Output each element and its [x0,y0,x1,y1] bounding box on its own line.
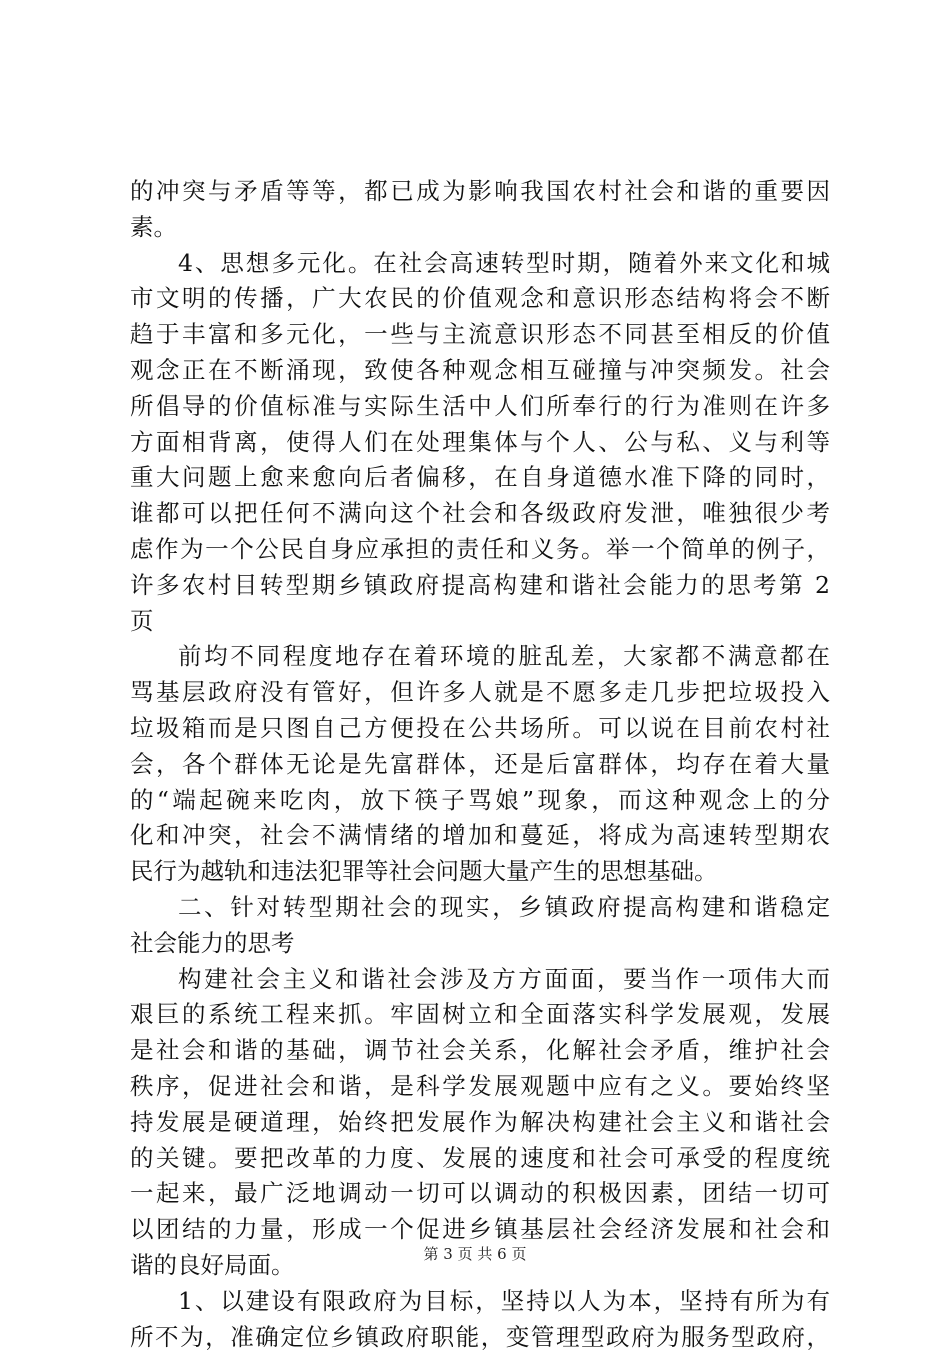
text-line: 谐的良好局面。 [130,1248,830,1284]
text-line: 民行为越轨和违法犯罪等社会问题大量产生的思想基础。 [130,854,830,890]
text-line: 艰巨的系统工程来抓。牢固树立和全面落实科学发展观，发展 [130,997,830,1033]
text-line: 骂基层政府没有管好，但许多人就是不愿多走几步把垃圾投入 [130,675,830,711]
text-line: 的关键。要把改革的力度、发展的速度和社会可承受的程度统 [130,1141,830,1177]
text-line: 许多农村目转型期乡镇政府提高构建和谐社会能力的思考第 2 [130,568,830,604]
text-line: 的“端起碗来吃肉，放下筷子骂娘”现象，而这种观念上的分 [130,783,830,819]
text-line: 化和冲突，社会不满情绪的增加和蔓延，将成为高速转型期农 [130,818,830,854]
text-line: 一起来，最广泛地调动一切可以调动的积极因素，团结一切可 [130,1176,830,1212]
text-line: 持发展是硬道理，始终把发展作为解决构建社会主义和谐社会 [130,1105,830,1141]
text-line: 市文明的传播，广大农民的价值观念和意识形态结构将会不断 [130,281,830,317]
text-line: 方面相背离，使得人们在处理集体与个人、公与私、义与利等 [130,425,830,461]
text-line: 前均不同程度地存在着环境的脏乱差，大家都不满意都在 [130,639,830,675]
text-line: 重大问题上愈来愈向后者偏移，在自身道德水准下降的同时， [130,460,830,496]
text-line: 秩序，促进社会和谐，是科学发展观题中应有之义。要始终坚 [130,1069,830,1105]
text-line: 页 [130,604,830,640]
text-line: 1、以建设有限政府为目标，坚持以人为本，坚持有所为有 [130,1284,830,1320]
text-line: 所不为，准确定位乡镇政府职能，变管理型政府为服务型政府， [130,1320,830,1355]
section-heading-line: 二、针对转型期社会的现实，乡镇政府提高构建和谐稳定 [130,890,830,926]
text-line: 观念正在不断涌现，致使各种观念相互碰撞与冲突频发。社会 [130,353,830,389]
text-line: 素。 [130,210,830,246]
text-line: 会，各个群体无论是先富群体，还是后富群体，均存在着大量 [130,747,830,783]
document-body [130,174,830,1355]
text-line: 构建社会主义和谐社会涉及方方面面，要当作一项伟大而 [130,962,830,998]
text-line: 虑作为一个公民自身应承担的责任和义务。举一个简单的例子， [130,532,830,568]
text-line: 谁都可以把任何不满向这个社会和各级政府发泄，唯独很少考 [130,496,830,532]
section-heading-line: 社会能力的思考 [130,926,830,962]
page-footer: 第 3 页 共 6 页 [0,1244,950,1264]
text-line: 是社会和谐的基础，调节社会关系，化解社会矛盾，维护社会 [130,1033,830,1069]
text-line: 趋于丰富和多元化，一些与主流意识形态不同甚至相反的价值 [130,317,830,353]
text-line: 以团结的力量，形成一个促进乡镇基层社会经济发展和社会和 [130,1212,830,1248]
text-line: 的冲突与矛盾等等，都已成为影响我国农村社会和谐的重要因 [130,174,830,210]
text-line: 垃圾箱而是只图自己方便投在公共场所。可以说在目前农村社 [130,711,830,747]
text-line: 所倡导的价值标准与实际生活中人们所奉行的行为准则在许多 [130,389,830,425]
text-line: 4、思想多元化。在社会高速转型时期，随着外来文化和城 [130,246,830,282]
